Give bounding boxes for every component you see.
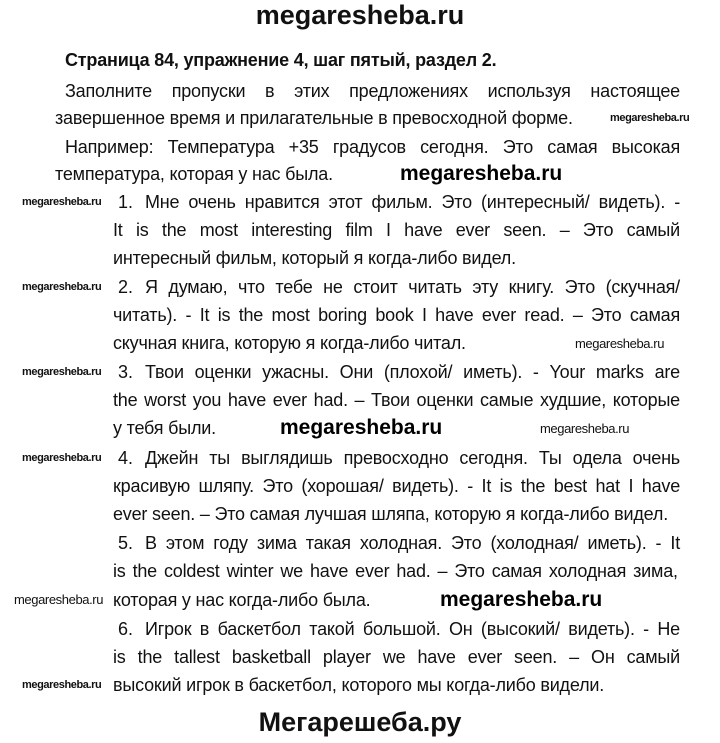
item-line: Джейн ты выглядишь превосходно сегодня. Ты одела очень xyxy=(145,448,680,468)
item-number: 2. xyxy=(118,277,134,297)
site-footer: Мегарешеба.ру xyxy=(258,707,462,737)
watermark: megaresheba.ru xyxy=(610,112,690,124)
item-line: интересный фильм, который я когда-либо видел. xyxy=(113,248,516,268)
item-number: 4. xyxy=(118,448,134,468)
watermark: megaresheba.ru xyxy=(22,281,102,293)
item-line: It is the most interesting film I have ever seen. – Это самый xyxy=(113,220,680,240)
item-line: у тебя были. xyxy=(113,418,216,438)
site-header: megaresheba.ru xyxy=(255,0,465,30)
watermark: megaresheba.ru xyxy=(575,336,665,351)
item-line: читать). - It is the most boring book I have ever read. – Это самая xyxy=(113,305,680,325)
item-number: 6. xyxy=(118,619,134,639)
item-line: красивую шляпу. Это (хорошая/ видеть). - It is the best hat I have xyxy=(113,476,680,496)
item-line: Игрок в баскетбол такой большой. Он (высокий/ видеть). - He xyxy=(145,619,680,639)
intro-line: Заполните пропуски в этих предложениях используя настоящее xyxy=(65,81,680,101)
item-line: Мне очень нравится этот фильм. Это (интересный/ видеть). - xyxy=(145,192,680,212)
item-number: 1. xyxy=(118,192,134,212)
item-line: высокий игрок в баскетбол, которого мы когда-либо видели. xyxy=(113,675,605,695)
item-line: is the tallest basketball player we have ever seen. – Он самый xyxy=(113,647,680,667)
watermark-large: megaresheba.ru xyxy=(280,416,443,439)
watermark: megaresheba.ru xyxy=(22,452,102,464)
item-line: is the coldest winter we have ever had. – Это самая холодная зима, xyxy=(113,561,678,581)
item-number: 3. xyxy=(118,362,134,382)
item-line: В этом году зима такая холодная. Это (холодная/ иметь). - It xyxy=(145,533,680,553)
watermark: megaresheba.ru xyxy=(14,592,104,607)
intro-line: завершенное время и прилагательные в превосходной форме. xyxy=(55,108,573,128)
watermark-large: megaresheba.ru xyxy=(440,588,603,611)
example-line: температура, которая у нас была. xyxy=(55,164,333,184)
item-line: ever seen. – Это самая лучшая шляпа, которую я когда-либо видел. xyxy=(113,504,668,524)
item-line: Я думаю, что тебе не стоит читать эту книгу. Это (скучная/ xyxy=(145,277,680,297)
watermark: megaresheba.ru xyxy=(22,196,102,208)
item-line: the worst you have ever had. – Твои оценки самые худшие, которые xyxy=(113,390,680,410)
watermark: megaresheba.ru xyxy=(22,366,102,378)
watermark: megaresheba.ru xyxy=(540,421,630,436)
item-number: 5. xyxy=(118,533,134,553)
item-line: которая у нас когда-либо была. xyxy=(113,590,371,610)
item-line: скучная книга, которую я когда-либо читал. xyxy=(113,333,466,353)
watermark-large: megaresheba.ru xyxy=(400,162,563,185)
page-title: Страница 84, упражнение 4, шаг пятый, раздел 2. xyxy=(65,50,497,70)
item-line: Твои оценки ужасны. Они (плохой/ иметь). - Your marks are xyxy=(145,362,680,382)
watermark: megaresheba.ru xyxy=(22,679,102,691)
example-line: Например: Температура +35 градусов сегодня. Это самая высокая xyxy=(65,137,680,157)
